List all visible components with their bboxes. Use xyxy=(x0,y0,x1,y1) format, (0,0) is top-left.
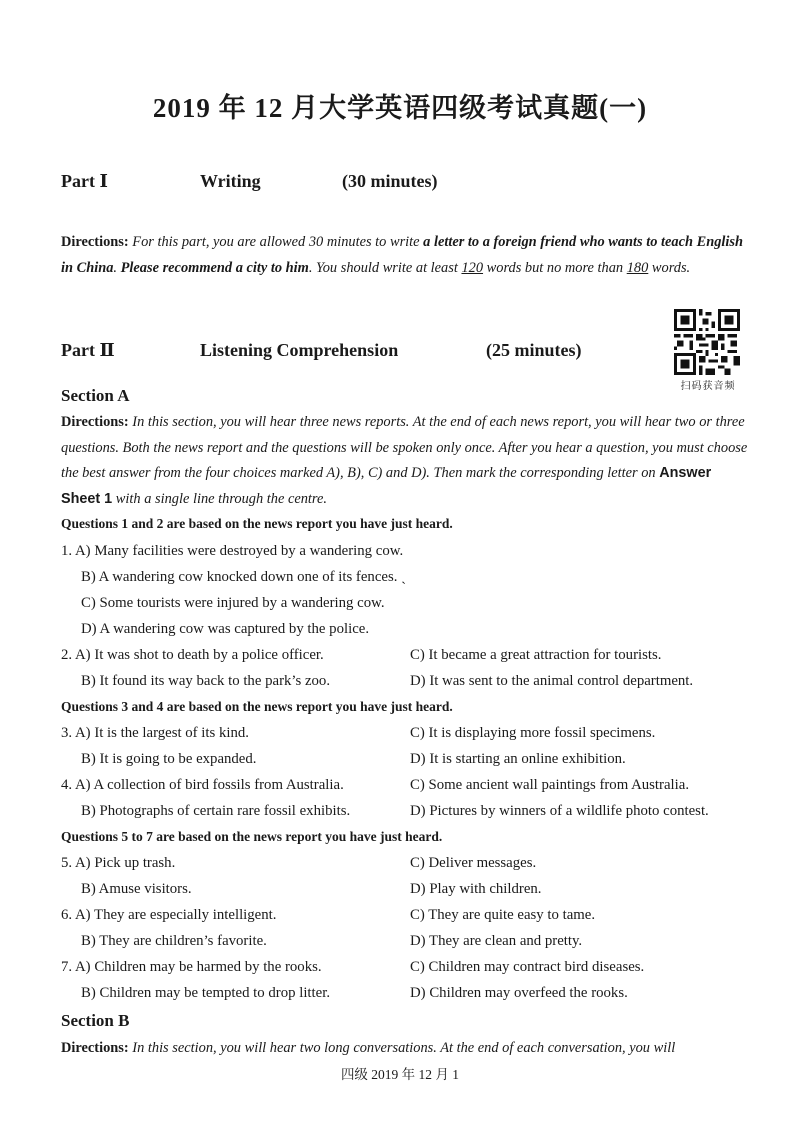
question-5-option-c: C) Deliver messages. xyxy=(410,855,537,871)
question-3-option-d: D) It is starting an online exhibition. xyxy=(410,751,626,767)
question-3-option-a: 3. A) It is the largest of its kind. xyxy=(61,725,249,741)
question-6-option-a: 6. A) They are especially intelligent. xyxy=(61,907,277,923)
question-1-option-a: 1. A) Many facilities were destroyed by a wandering cow. xyxy=(61,543,404,559)
question-5-option-a: 5. A) Pick up trash. xyxy=(61,855,176,871)
question-group-heading: Questions 1 and 2 are based on the news report you have just heard. xyxy=(61,516,453,531)
question-4-option-c: C) Some ancient wall paintings from Australia. xyxy=(410,777,690,793)
directions-label: Directions: xyxy=(61,234,129,250)
part-1-name: Writing xyxy=(200,171,261,191)
question-3-option-b: B) It is going to be expanded. xyxy=(81,751,257,767)
question-1-option-b: B) A wandering cow knocked down one of its fences. ˎ xyxy=(81,569,407,585)
part-2-label: Part Ⅱ xyxy=(61,340,115,360)
min-words: 120 xyxy=(461,259,484,276)
question-2-option-a: 2. A) It was shot to death by a police officer. xyxy=(61,647,324,663)
question-1-option-d: D) A wandering cow was captured by the police. xyxy=(81,621,370,637)
directions-label: Directions: xyxy=(61,414,129,430)
question-2-option-d: D) It was sent to the animal control department. xyxy=(410,673,694,689)
section-a-title: Section A xyxy=(61,386,130,405)
part-2-time: (25 minutes) xyxy=(486,340,582,360)
section-b-directions: Directions: In this section, you will hear two long conversations. At the end of each conversation, you will xyxy=(61,1040,676,1056)
question-5-option-b: B) Amuse visitors. xyxy=(81,881,192,897)
question-7-option-d: D) Children may overfeed the rooks. xyxy=(410,985,628,1001)
qr-code-icon[interactable] xyxy=(674,309,740,375)
question-4-option-d: D) Pictures by winners of a wildlife photo contest. xyxy=(410,803,709,819)
exam-title: 2019 年 12 月大学英语四级考试真题(一) xyxy=(152,93,648,123)
question-7-option-c: C) Children may contract bird diseases. xyxy=(410,959,645,975)
question-4-option-a: 4. A) A collection of bird fossils from Australia. xyxy=(61,777,344,793)
question-5-option-d: D) Play with children. xyxy=(410,881,542,897)
page-footer: 四级 2019 年 12 月 1 xyxy=(340,1067,460,1082)
part-1-label: Part Ⅰ xyxy=(61,171,108,191)
question-6-option-c: C) They are quite easy to tame. xyxy=(410,907,596,923)
section-b-title: Section B xyxy=(61,1011,130,1030)
question-4-option-b: B) Photographs of certain rare fossil exhibits. xyxy=(81,803,351,819)
question-7-option-a: 7. A) Children may be harmed by the rooks. xyxy=(61,959,322,975)
question-group-heading: Questions 3 and 4 are based on the news report you have just heard. xyxy=(61,699,453,714)
qr-caption: 扫码获音频 xyxy=(680,381,736,392)
answer-sheet-ref: Answer Sheet 1 xyxy=(61,465,712,507)
question-2-option-c: C) It became a great attraction for tourists. xyxy=(410,647,662,663)
question-3-option-c: C) It is displaying more fossil specimens. xyxy=(410,725,656,741)
directions-label: Directions: xyxy=(61,1040,129,1056)
question-6-option-d: D) They are clean and pretty. xyxy=(410,933,583,949)
writing-directions: Directions: For this part, you are allowed 30 minutes to write a letter to a foreign friend who wants to teach English in China. Please recommend a city to him. You should write at least 120 words but no more than 180 words. xyxy=(61,234,743,276)
part-2-name: Listening Comprehension xyxy=(200,340,399,360)
question-group-heading: Questions 5 to 7 are based on the news report you have just heard. xyxy=(61,829,443,844)
question-6-option-b: B) They are children’s favorite. xyxy=(81,933,267,949)
question-1-option-c: C) Some tourists were injured by a wandering cow. xyxy=(81,595,385,611)
section-a-directions: Directions: In this section, you will hear three news reports. At the end of each news report, you will hear two or three questions. Both the news report and the questions will be spoken only once. After you hear a question, you must choose the best answer from the four choices marked A), B), C) and D). Then mark the corresponding letter on Answer Sheet 1 with a single line through the centre. xyxy=(61,414,748,507)
question-7-option-b: B) Children may be tempted to drop litter. xyxy=(81,985,331,1001)
max-words: 180 xyxy=(626,259,649,276)
part-1-time: (30 minutes) xyxy=(342,171,438,191)
question-2-option-b: B) It found its way back to the park’s zoo. xyxy=(81,673,331,689)
